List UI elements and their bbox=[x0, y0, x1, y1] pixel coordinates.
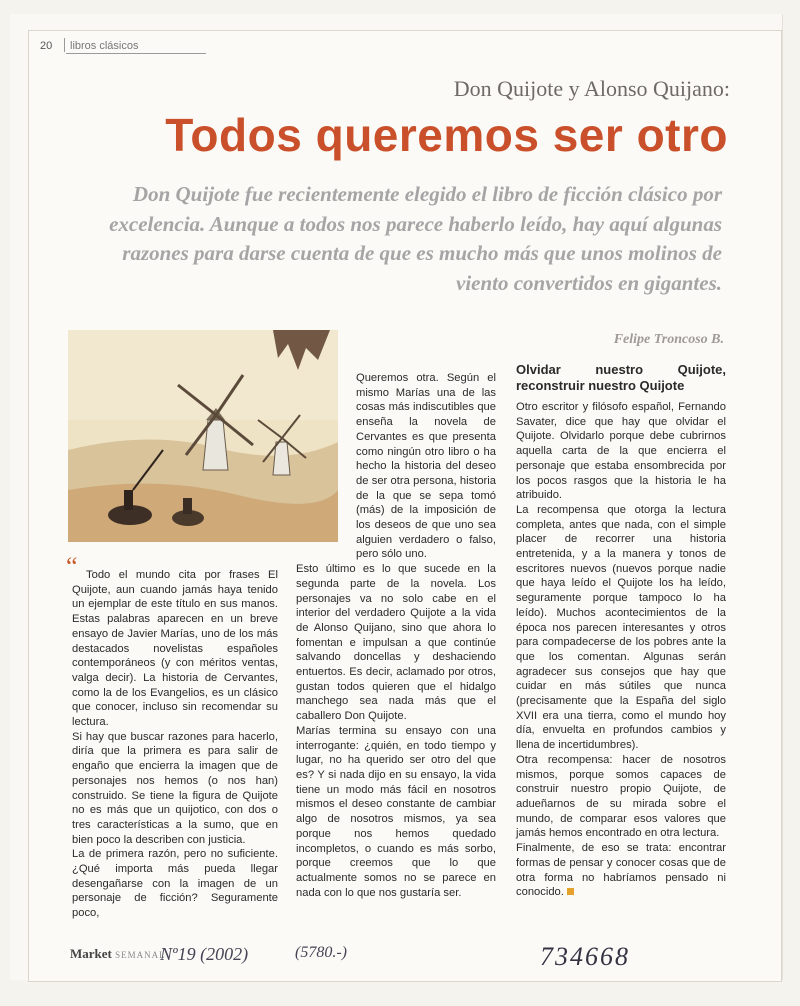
col3-paragraph-4 bbox=[516, 841, 726, 900]
col2-paragraph-3: Marías termina su ensayo con una interrogante: ¿quién, en todo tiempo y lugar, no ha querido ser otro del que es? Y si nada dijo en su ensayo, la vida tiene un modo más fácil en nosotros mismos el deseo constante de cambiar algo de nosotros mismos, ya sea porque nos hemos quedado incompletos, o cuando es más sorbo, porque creemos que lo que actualmente somos no se parece en nada con lo que nos gustaría ser. bbox=[296, 724, 496, 899]
col1-paragraph-1: Todo el mundo cita por frases El Quijote, aun cuando jamás haya tenido un ejemplar de este título en sus manos. Estas palabras aparecen en un breve ensayo de Javier Marías, uno de los más destacados novelistas españoles contemporáneos (y con méritos ventas, valga decir). La historia de Cervantes, como la de los Evangelios, es un clásico que conocer, incluso sin recomendar su lectura. bbox=[72, 569, 278, 729]
column-3-subhead: Olvidar nuestro Quijote, reconstruir nuestro Quijote bbox=[516, 362, 726, 393]
magazine-suffix: SEMANAL bbox=[115, 950, 166, 960]
col2-paragraph-2: Esto último es lo que sucede en la segunda parte de la novela. Los personajes va no solo cabe en el interior del verdadero Quijote a la vida de Alonso Quijano, sino que ahora lo fomentan e impulsan a que continúe salvando doncellas y deshaciendo entuertos. Es decir, aclamado por otros, gustan todos quieren que el hidalgo manchego sea nada más que el caballero Don Quijote. bbox=[296, 563, 496, 723]
header-rule bbox=[66, 53, 206, 54]
col3-paragraph-1: Otro escritor y filósofo español, Fernando Savater, dice que hay que olvidar el Quijote. Olvidarlo porque debe cubrirnos aquella carta de la que encierra el personaje que estaba ensombrecida por los pocos rasgos que la historia le ha atribuido. bbox=[516, 401, 726, 502]
col1-paragraph-3: La de primera razón, pero no suficiente. ¿Qué importa más pueda llegar desengañarse con la imagen de un personaje de ficción? Seguramente poco, bbox=[72, 848, 278, 920]
handwritten-issue: Nº19 (2002) bbox=[160, 944, 249, 964]
header-separator bbox=[64, 38, 65, 52]
handwritten-code: 734668 bbox=[540, 942, 630, 971]
article-lead: Don Quijote fue recientemente elegido el libro de ficción clásico por excelencia. Aunque a todos nos parece haberlo leído, hay aquí algunas razones para darse cuenta de que es mucho más que unos molinos de viento convertidos en gigantes. bbox=[109, 182, 722, 295]
article-title: Todos queremos ser otro bbox=[165, 109, 728, 161]
magazine-name: Market bbox=[70, 946, 112, 961]
col2-paragraph-1: Queremos otra. Según el mismo Marías una de las cosas más indiscutibles que enseña la novela de Cervantes es que presenta como ningún otro libro o ha hecho la historia del deseo de ser otra persona, historia de la que se sepa tomó (más) de la imposición de los deseos de que uno sea alguien verdadero o falso, pero sólo uno. bbox=[356, 372, 496, 561]
end-mark-icon bbox=[567, 888, 574, 895]
column-3 bbox=[516, 362, 726, 900]
page-number: 20 bbox=[40, 40, 53, 52]
quote-mark-icon: “ bbox=[66, 552, 78, 581]
handwritten-price: (5780.-) bbox=[295, 944, 347, 961]
column-2 bbox=[296, 371, 496, 900]
section-label: libros clásicos bbox=[70, 40, 139, 52]
article-kicker: Don Quijote y Alonso Quijano: bbox=[453, 76, 730, 101]
col3-paragraph-2: La recompensa que otorga la lectura completa, antes que nada, con el simple placer de recorrer una historia entretenida, y a la manera y tonos de escritores nuevos (nuevos porque nadie que haya leído el Quijote los ha leído, seguramente porque tampoco lo ha leído). Muchos acontecimientos de la época nos parecen interesantes y otros para compadecerse de los pobres ante la que los comentan. Algunas serán agradecer sus consejos que hay que cuidar en más sútiles que nunca (precisamente que la España del siglo XVII era una tierra, como el mundo hoy día, envuelta en profundos cambios y llena de incertidumbres). bbox=[516, 503, 726, 752]
col3-paragraph-4-text: Finalmente, de eso se trata: encontrar formas de pensar y conocer cosas que de otra forma no habríamos pensado ni conocido. bbox=[516, 842, 726, 899]
col3-paragraph-3: Otra recompensa: hacer de nosotros mismos, porque somos capaces de construir nuestro propio Quijote, de adueñarnos de su mirada sobre el mundo, de comparar esos valores que jamás hemos encontrado en otra lectura. bbox=[516, 753, 726, 840]
magazine-logo bbox=[70, 946, 166, 962]
column-1 bbox=[66, 552, 278, 921]
article-byline: Felipe Troncoso B. bbox=[613, 332, 724, 347]
col1-paragraph-2: Si hay que buscar razones para hacerlo, diría que la primera es para salir de engaño que encierra la imagen que de personajes nos hemos (o nos han) construido. Se tiene la figura de Quijote no es más que un quijotico, con dos o tres características a la sumo, que en bien poco la describen con justicia. bbox=[72, 730, 278, 846]
